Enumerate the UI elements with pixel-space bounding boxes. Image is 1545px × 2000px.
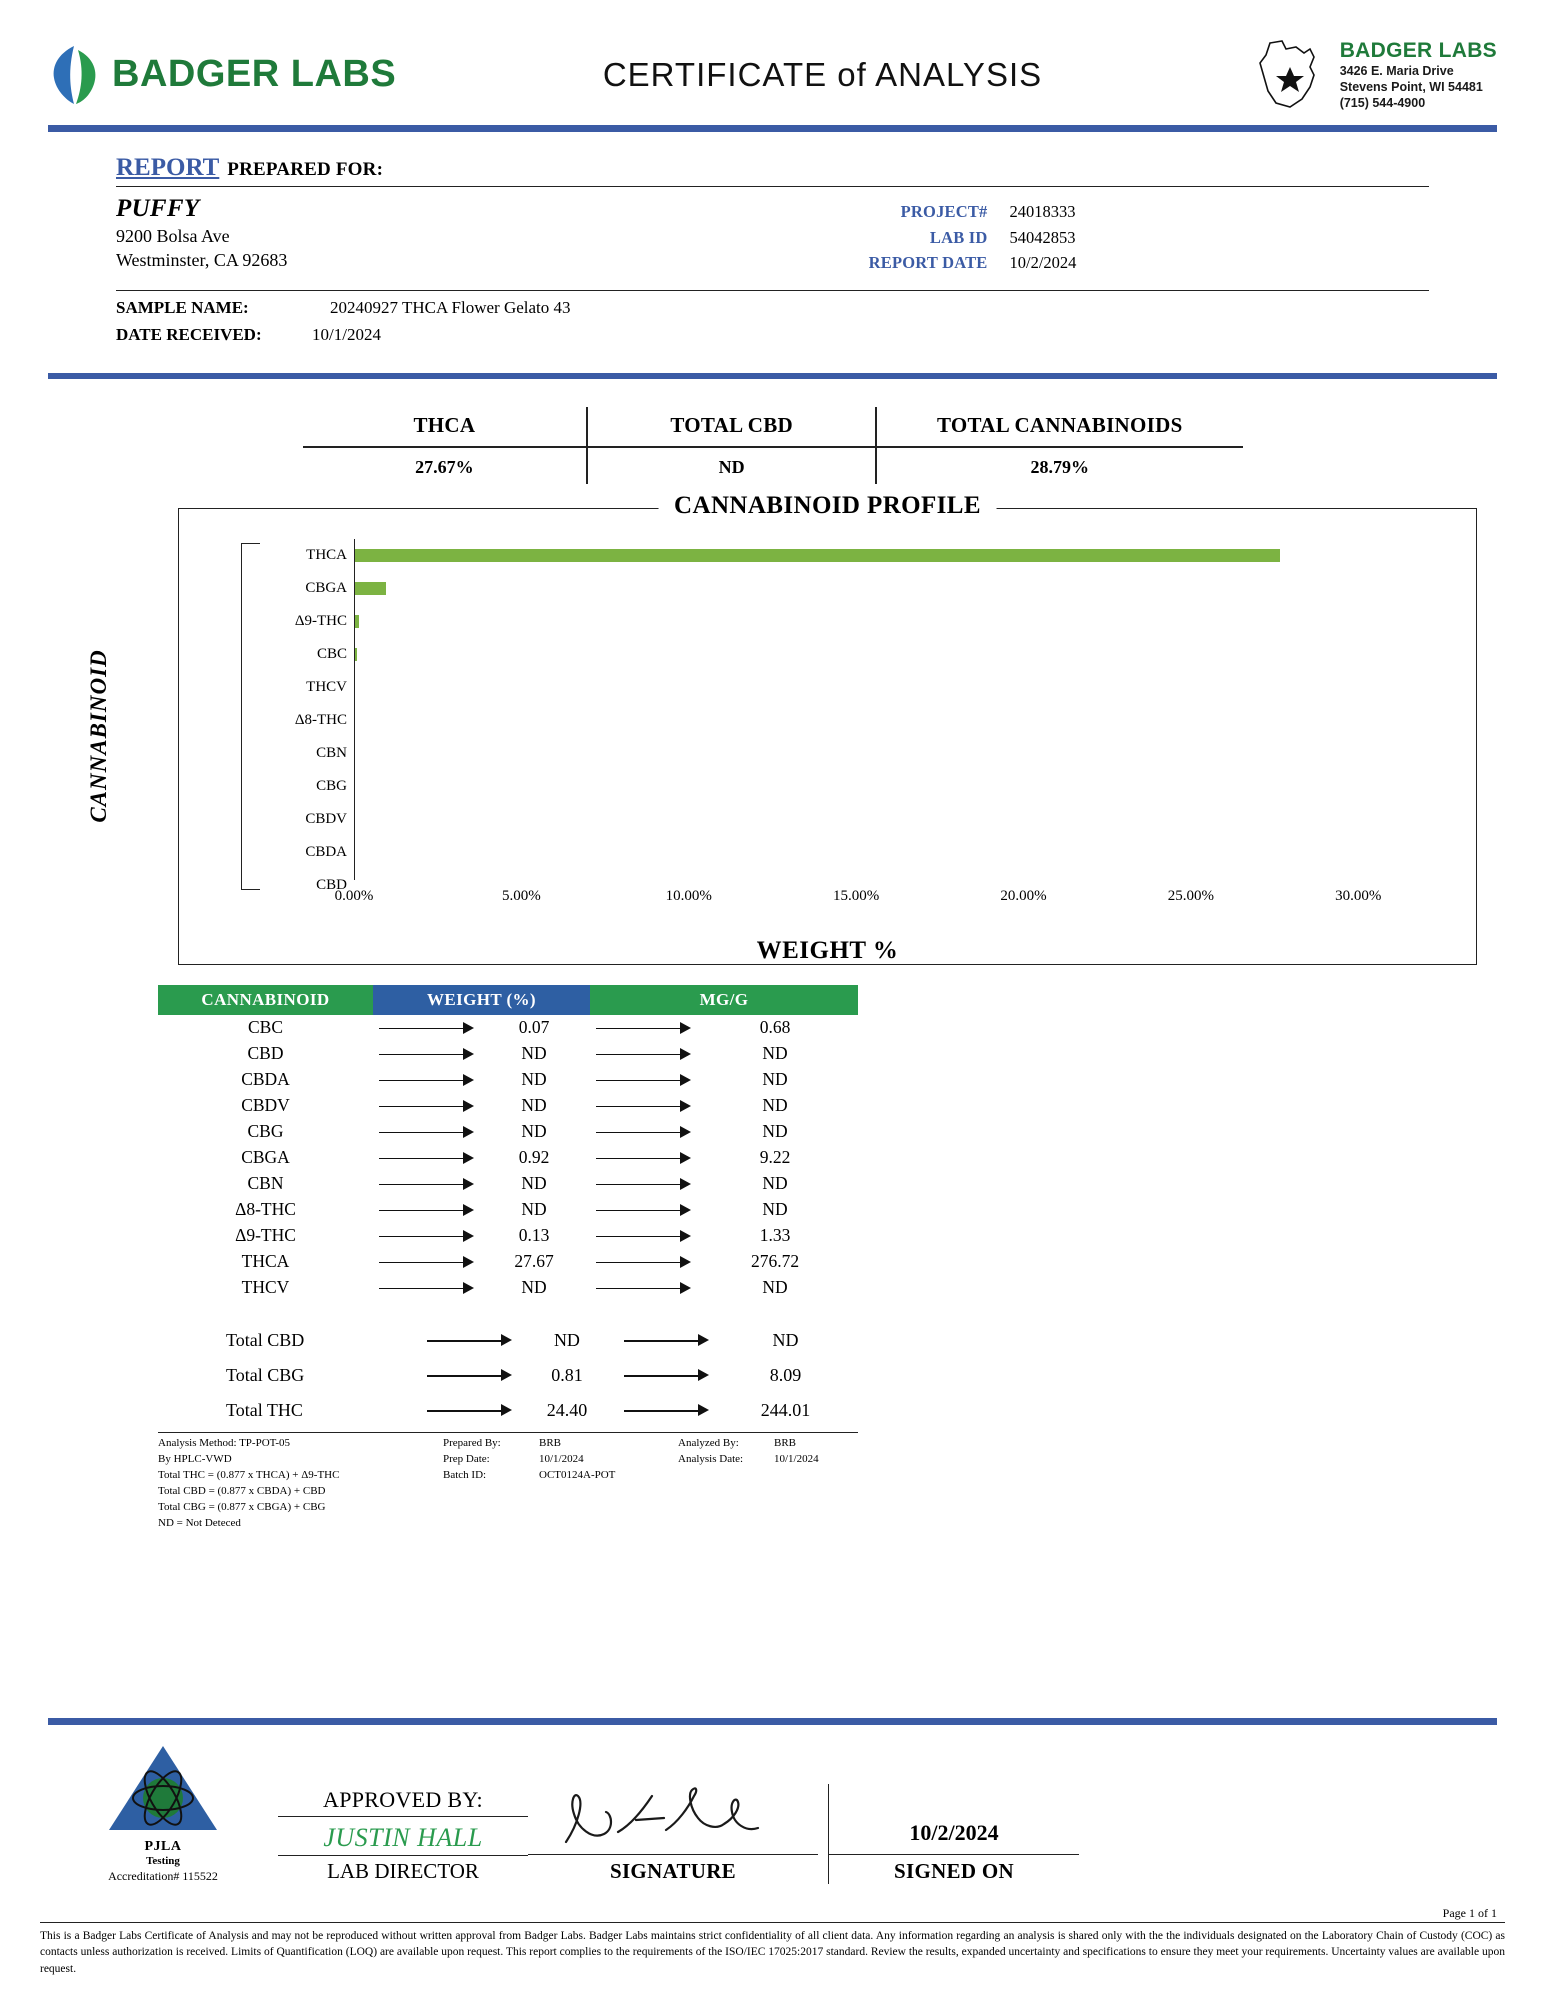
summary-header-row [303,407,1243,448]
chart-category-label: Δ9-THC [294,612,347,629]
section-divider [48,373,1497,379]
chart-bar-row [355,836,1442,869]
chart-category-label: THCA [306,546,347,563]
report-heading: REPORT [116,154,220,182]
table-row [158,1358,858,1393]
chart-category-label: CBC [316,645,347,662]
client-address-1: 9200 Bolsa Ave [116,226,230,247]
table-row [158,1067,858,1093]
batch-id-value: OCT0124A-POT [539,1468,616,1481]
weight-value: ND [521,1121,547,1142]
summary-table [303,407,1243,484]
chart-x-tick: 30.00% [1335,887,1382,904]
summary-value-thca: 27.67% [415,456,474,477]
analysis-date-label: Analysis Date: [678,1452,744,1465]
analysis-block [678,1436,918,1532]
chart-x-tick: 20.00% [1000,887,1047,904]
summary-header-total-cbd: TOTAL CBD [586,407,875,446]
brand-logo [48,44,478,106]
results-header-row [158,985,858,1015]
weight-value: 0.13 [518,1225,550,1246]
prep-date-label: Prep Date: [443,1452,490,1465]
client-address-2: Westminster, CA 92683 [116,250,288,271]
mgg-value: 0.68 [759,1017,791,1038]
mgg-value: ND [762,1121,788,1142]
formula-total-cbg: Total CBG = (0.877 x CBGA) + CBG [158,1500,326,1513]
reportdate-label: REPORT DATE [868,253,988,273]
client-block [116,187,773,276]
weight-value: ND [521,1199,547,1220]
pjla-accreditation [48,1742,278,1884]
chart-bar-row [355,539,1442,572]
weight-value: 0.07 [518,1017,550,1038]
chart-bar [355,549,1280,562]
analyte-name: Total THC [226,1399,303,1420]
wisconsin-map-icon [1252,39,1330,111]
page-number: Page 1 of 1 [1442,1906,1497,1920]
labid-row [773,225,1430,251]
mgg-value: ND [762,1199,788,1220]
sample-name-value: 20240927 THCA Flower Gelato 43 [330,297,571,317]
sample-rule [116,290,1429,291]
chart-category-label: THCV [306,678,347,695]
results-header-mgg: MG/G [590,985,858,1015]
brand-name: BADGER LABS [112,53,397,96]
lab-address-1: 3426 E. Maria Drive [1339,64,1454,79]
signature-block [528,1784,829,1884]
mgg-value: 276.72 [750,1251,800,1272]
page-header [48,0,1497,111]
analyte-name: CBDV [241,1095,290,1116]
signed-on-date: 10/2/2024 [909,1820,999,1845]
weight-value: ND [521,1173,547,1194]
analyzed-by-value: BRB [774,1436,797,1449]
summary-value-total-cannabinoids: 28.79% [875,448,1242,484]
nd-definition: ND = Not Deteced [158,1516,241,1529]
weight-value: ND [553,1329,580,1350]
approver-name: JUSTIN HALL [323,1823,483,1852]
chart-bar-row [355,572,1442,605]
analyzed-by-label: Analyzed By: [678,1436,739,1449]
table-row [158,1249,858,1275]
chart-bar [355,582,386,595]
signed-on-label: SIGNED ON [829,1854,1079,1884]
chart-category-label: CBGA [305,579,347,596]
chart-x-axis [334,887,1442,908]
chart-category-label: CBN [316,744,347,761]
pjla-accred-number: Accreditation# 115522 [108,1869,218,1883]
chart-bar [355,648,357,661]
mgg-value: 9.22 [759,1147,791,1168]
prepared-by-label: Prepared By: [443,1436,501,1449]
analyte-name: CBGA [241,1147,290,1168]
chart-category-label: CBDV [305,810,347,827]
chart-bar-row [355,605,1442,638]
chart-plot-area [354,539,1442,880]
results-header-weight: WEIGHT (%) [373,985,590,1015]
chart-bar [355,615,359,628]
reportdate-value: 10/2/2024 [1009,253,1077,273]
mgg-value: ND [762,1069,788,1090]
summary-value-total-cbd: ND [586,448,875,484]
summary-header-thca: THCA [413,412,476,437]
table-row [158,1145,858,1171]
chart-category-label: CBG [316,777,347,794]
approver-title: LAB DIRECTOR [278,1855,528,1884]
chart-x-tick: 10.00% [665,887,712,904]
table-row [158,1171,858,1197]
mgg-value: ND [762,1277,788,1298]
mgg-value: ND [772,1329,799,1350]
mgg-value: 8.09 [769,1364,802,1385]
chart-title: CANNABINOID PROFILE [658,492,997,520]
project-value: 24018333 [1009,202,1076,222]
analyte-name: Total CBG [226,1364,305,1385]
weight-value: 0.81 [551,1364,583,1385]
header-divider [48,125,1497,132]
page-title: CERTIFICATE of ANALYSIS [602,55,1043,93]
chart-x-tick: 25.00% [1167,887,1215,904]
weight-value: 24.40 [546,1399,588,1420]
chart-x-tick: 0.00% [334,887,374,904]
chart-category-labels [237,539,347,902]
sample-name-label: SAMPLE NAME: [116,297,249,317]
mgg-value: 1.33 [759,1225,791,1246]
chart-bar-row [355,737,1442,770]
signature-image [528,1784,818,1854]
signed-on-block [829,1820,1079,1884]
analysis-method-block [158,1436,443,1532]
weight-value: ND [521,1069,547,1090]
prep-block [443,1436,678,1532]
table-row [158,1041,858,1067]
results-table [158,985,858,1428]
table-row [158,1093,858,1119]
lab-phone: (715) 544-4900 [1339,95,1426,110]
footer-divider [48,1718,1497,1725]
cannabinoid-profile-chart [86,491,1477,965]
client-name: PUFFY [116,195,200,223]
analysis-meta [158,1433,918,1532]
approved-by-label: APPROVED BY: [278,1787,528,1817]
analyte-name: CBG [247,1121,284,1142]
analyte-name: CBC [247,1017,284,1038]
chart-y-axis-label: CANNABINOID [86,649,111,823]
analysis-instrument: By HPLC-VWD [158,1452,232,1465]
table-row [158,1323,858,1358]
weight-value: ND [521,1095,547,1116]
table-row [158,1119,858,1145]
project-label: PROJECT# [900,202,988,222]
chart-x-axis-label: WEIGHT % [756,936,899,964]
date-received-value: 10/1/2024 [312,324,381,344]
weight-value: 27.67 [514,1251,554,1272]
chart-x-tick: 15.00% [833,887,880,904]
lab-address-block [1167,38,1497,111]
approved-by-block [278,1787,528,1884]
table-row [158,1015,858,1041]
chart-bar-row [355,803,1442,836]
analyte-name: THCA [241,1251,290,1272]
table-row [158,1197,858,1223]
summary-value-row [303,448,1243,484]
approval-section [48,1742,1497,1884]
leaf-icon [48,44,100,106]
sample-name-row [116,298,1429,318]
table-row [158,1223,858,1249]
weight-value: 0.92 [518,1147,550,1168]
chart-x-tick: 5.00% [502,887,541,904]
analysis-date-value: 10/1/2024 [774,1452,819,1465]
analyte-name: THCV [241,1277,290,1298]
batch-id-label: Batch ID: [443,1468,487,1481]
reportdate-row [773,250,1430,276]
analyte-name: CBN [247,1173,284,1194]
labid-label: LAB ID [929,227,988,247]
weight-value: ND [521,1277,547,1298]
chart-category-label: CBDA [305,843,347,860]
labid-value: 54042853 [1009,227,1076,247]
pjla-name: PJLA [144,1839,182,1854]
lab-address-2: Stevens Point, WI 54481 [1339,79,1483,94]
chart-category-label: CBD [316,876,347,893]
chart-bar-row [355,638,1442,671]
weight-value: ND [521,1043,547,1064]
chart-bar-row [355,671,1442,704]
mgg-value: 244.01 [760,1399,811,1420]
prepared-by-value: BRB [539,1436,562,1449]
results-header-cannabinoid: CANNABINOID [158,985,373,1015]
analysis-method: Analysis Method: TP-POT-05 [158,1436,291,1449]
lab-brand-name: BADGER LABS [1339,39,1497,62]
mgg-value: ND [762,1043,788,1064]
table-row [158,1275,858,1301]
analyte-name: Total CBD [226,1329,305,1350]
date-received-label: DATE RECEIVED: [116,324,262,344]
analyte-name: Δ9-THC [235,1225,296,1246]
chart-bar-row [355,704,1442,737]
mgg-value: ND [762,1173,788,1194]
report-meta-block [773,187,1430,276]
pjla-sub: Testing [146,1855,180,1867]
analyte-name: CBDA [241,1069,290,1090]
report-info-section [48,154,1497,345]
project-row [773,199,1430,225]
analyte-name: CBD [247,1043,284,1064]
signature-label: SIGNATURE [528,1854,818,1884]
prep-date-value: 10/1/2024 [539,1452,584,1465]
mgg-value: ND [762,1095,788,1116]
prepared-for-label: PREPARED FOR: [227,159,384,181]
pjla-logo-icon [103,1821,223,1838]
formula-total-cbd: Total CBD = (0.877 x CBDA) + CBD [158,1484,326,1497]
disclaimer-text: This is a Badger Labs Certificate of Analysis and may not be reproduced without written approval from Badger Labs. Badger Labs maintains strict confidentiality of all client data. Any information regarding an analysis is shared only with the the individuals designated on the Laboratory Chain of Custody (COC) as contacts unless authorization is received. Limits of Quantification (LOQ) are available upon request. This report complies to the requirements of the ISO/IEC 17025:2017 standard. Review the results, expanded uncertainty and specifications to ensure they meet your requirements. Uncertainty values are available upon request. [40,1930,1505,1975]
analyte-name: Δ8-THC [235,1199,296,1220]
summary-header-total-cannabinoids: TOTAL CANNABINOIDS [875,407,1242,446]
table-row [158,1393,858,1428]
chart-bar-row [355,770,1442,803]
date-received-row [116,325,1429,345]
disclaimer-rule [40,1922,1505,1923]
formula-total-thc: Total THC = (0.877 x THCA) + Δ9-THC [158,1468,340,1481]
chart-category-label: Δ8-THC [294,711,347,728]
